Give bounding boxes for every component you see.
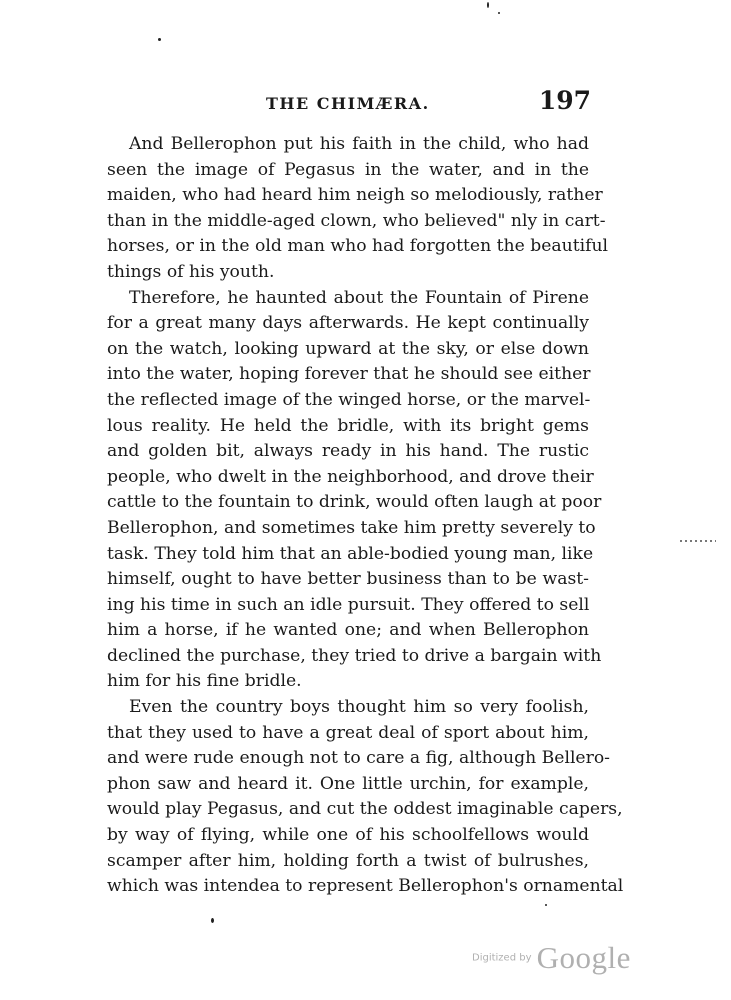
text-line: scamper after him, holding forth a twist of bulrushes,: [107, 850, 589, 871]
ink-speck: [498, 12, 500, 14]
ink-speck: [211, 918, 214, 923]
text-line: ing his time in such an idle pursuit. They offered to sell: [107, 594, 590, 615]
text-line: Therefore, he haunted about the Fountain of Pirene: [129, 287, 589, 308]
ink-speck: [545, 904, 547, 906]
digitized-watermark: [472, 940, 631, 976]
text-line: declined the purchase, they tried to drive a bargain with: [107, 645, 602, 666]
ink-speck: [158, 38, 161, 41]
running-head: [108, 86, 595, 122]
body-text: [107, 132, 624, 900]
text-line: him a horse, if he wanted one; and when Bellerophon: [107, 620, 589, 641]
text-line: by way of flying, while one of his schoolfellows would: [107, 825, 589, 846]
text-line: Even the country boys thought him so very foolish,: [129, 697, 589, 718]
text-line: into the water, hoping forever that he should see either: [107, 364, 591, 385]
text-line: horses, or in the old man who had forgotten the beautiful: [107, 236, 609, 257]
text-line: that they used to have a great deal of sport about him,: [107, 722, 589, 743]
text-line: task. They told him that an able-bodied young man, like: [107, 543, 594, 564]
text-line: phon saw and heard it. One little urchin, for example,: [107, 773, 589, 794]
text-line: and golden bit, always ready in his hand. The rustic: [107, 441, 589, 462]
text-line: And Bellerophon put his faith in the child, who had: [129, 134, 589, 154]
ink-speck: [487, 2, 489, 8]
margin-mark: [680, 540, 716, 542]
running-title: THE CHIMÆRA.: [266, 94, 430, 113]
text-line: lous reality. He held the bridle, with its bright gems: [107, 415, 589, 436]
text-line: Bellerophon, and sometimes take him pretty severely to: [107, 517, 596, 538]
text-line: on the watch, looking upward at the sky, or else down: [107, 338, 589, 359]
text-line: the reflected image of the winged horse, or the marvel-: [107, 389, 591, 410]
text-line: seen the image of Pegasus in the water, and in the: [107, 159, 589, 180]
watermark-prefix: Digitized by: [472, 952, 532, 964]
text-line: which was intendea to represent Bellerophon's ornamental: [107, 876, 624, 897]
text-line: maiden, who had heard him neigh so melodiously, rather: [107, 185, 603, 206]
text-line: than in the middle-aged clown, who believed" nly in cart-: [107, 210, 606, 231]
text-line: things of his youth.: [107, 261, 275, 282]
text-line: him for his fine bridle.: [107, 671, 302, 692]
text-line: cattle to the fountain to drink, would often laugh at poor: [107, 492, 602, 513]
text-line: would play Pegasus, and cut the oddest imaginable capers,: [107, 799, 623, 820]
page-number: 197: [538, 86, 591, 115]
text-line: himself, ought to have better business than to be wast-: [107, 569, 589, 590]
text-line: people, who dwelt in the neighborhood, and drove their: [107, 466, 594, 487]
text-line: for a great many days afterwards. He kept continually: [107, 313, 589, 334]
text-line: and were rude enough not to care a fig, although Bellero-: [107, 748, 610, 769]
google-logo: Google: [536, 940, 631, 975]
